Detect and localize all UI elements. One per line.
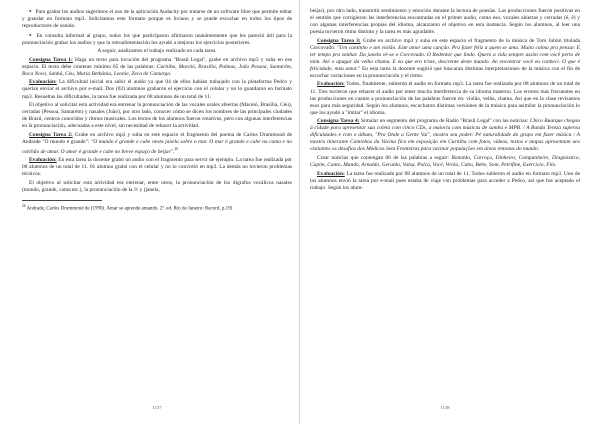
page-number: 1137 [152,405,162,410]
task-2-label: Consigna Tarea 2: [29,131,73,138]
footnote-rule [22,200,102,201]
left-body-text [22,8,292,213]
evaluation-1-text: La dificultad inicial era subir el audio ya que 04 de ellos habían trabajado con la plataforma Pedco y querían enviar el archivo por e-mail. Dos (02) alumnos grabaron el ejercicio con el celular y no lo guardaron en formato mp3. Resueltas las dificultades, la tarea fue realizada por 08 alumnos de un total de 11. [22,79,292,100]
right-page [310,8,580,416]
page-gutter [299,0,300,424]
task-4-paragraph [310,118,580,153]
evaluation-3-label: Evaluación: [317,81,345,88]
evaluation-3-text: Todos, finalmente, subieron el audio en formato mp3. La tarea fue realizada por 08 alumnos de un total de 11. Tres tuvieron que rehacer el audio por tener mucha interferencia de su idioma materno. Los errores más frecuentes en las producciones en cuanto a pronunciación de las palabras fueron en: violão, velha, chama. Así que en la clase revisamos esos para más seguridad. Según los alumnos, escucharon distintas versiones de la música para asimilar la pronunciación lo que los ayudó a "imitar" el idioma. [310,81,580,116]
evaluation-2-paragraph-2: El objetivo al solicitar esta actividad era entrenar, entre otros, la pronunciación de los digrafos vocálicos nasales (mundo, grande, cama etc.), la pronunciación de la /l/ y (janela, [22,179,292,193]
bullet-paragraph: ● En consulta informal al grupo, todos los que participaron afirmaron unánimemente que les pareció útil para la pronunciación grabar los audios y que la retroalimentación los ayudó a mejorar los ejercicios posteriores. [22,32,292,47]
footnote-number: 26 [22,203,26,208]
task-1-words: Curitiba, Maceió, Brasília, Palmas, João Pessoa, Santarém, Boca Nova, Sanhá, Céu, Maria Bethânia, Leonie, Zeca de Camargo. [22,63,292,77]
task-3-text: Grabe en archivo mp3 y suba en este espacio el fragmento de la música de Tom Jobim titulada Corcovado: [310,37,581,51]
task-2-quote: "O mundo é grande e cabe nesta janela sobre o mar. O mar é grande e cabe na cama e no colchão de amar. O amor é grande e cabe no breve espaço de beijar". [22,138,292,155]
task-3-paragraph [310,38,580,80]
left-page [22,8,292,416]
footnote-text: Andrade, Carlos Drummond de (1990). Amar se aprende amando. 2ª. ed. Rio de Janeiro: Record, p.19) [26,206,233,212]
evaluation-2-paragraph [22,157,292,178]
task-4-text: Simular un segmento del programa de Radio "Brasil Legal" con las noticias: [359,118,530,125]
task-1-label: Consigna Tarea 1: [29,56,73,63]
page-number: 1138 [440,405,450,410]
continued-paragraph: beijar), por otro lado, transmitir sentimiento y emoción durante la lectura de poesías. Las producciones fueron positivas en el sentido que corrigieron las interferencias encontradas en el primer audio, como eso, vocales abiertas y cerradas (é, ê) y con algunas interferencias propias del idioma, alcanzaron el objetivo en esta instancia. Según los alumnos, al leer una poesía tuvieron ritmo distinto y la tarea es más agradable. [310,8,580,36]
task-3-tail: En esta tarea la docente sugirió que buscaran distintas interpretaciones de la música con el fin de escuchar variaciones en la pronunciación y el ritmo. [310,65,580,79]
evaluation-1-paragraph-2: El objetivo al solicitar esta actividad era entrenar la pronunciación de las vocales orales abiertas (Maceió, Brasília, Céu), cerradas (Pessoa, Santarém) y nasales (João), por otro lado, conocer cómo se dicen los nombres de las principales ciudades de Brasil, centros conocidos y ritmos musicales. Los textos de los alumnos fueron creativos, pero con algunas interferencias en la pronunciación, adecuadas a este nivel, sin necesidad de rehacer la actividad. [22,102,292,130]
evaluation-2-text: En esta tarea la docente grabó un audio con el fragmento para servir de ejemplo. La tarea fue realizada por 08 alumnos de un total de 11. 01 alumno grabó con el celular y no lo convirtió en mp3. La demás no tuvieron problemas técnicos. [22,157,292,178]
task-4-label: Consigna Tarea 4: [317,118,360,125]
task-4-p2-text: Crear noticias que contengan 06 de las palabras a seguir: [317,154,452,161]
evaluation-3-paragraph [310,81,580,116]
evaluation-1-label: Evaluación: [29,79,57,86]
footnote-marker: 26 [174,146,178,151]
task-1-paragraph [22,57,292,78]
evaluation-4-label: Evaluación: [317,170,345,177]
evaluation-4-text: La tarea fue realizada por 08 alumnos de un total de 11. Todos subieron el audio en formato mp3. Uno de los alumnos envió la tarea por e-mail pues estaba de viaje con problemas para acceder a Pedco, así que fue aceptado el trabajo. Según los alum- [310,170,580,191]
task-2-text: Grabe en archivo mp3 y suba en este espacio el fragmento del poema de Carlos Drummond de Andrade "O mundo é grande": [22,131,292,145]
task-4-words: Ronaldo, Carroça, Dinheiro, Companheiro, Diagnóstico, Capim, Canto, Mundo, Arnaldo, Geraldo, Valsa, Polca, Vocé, Verão, Cabo, Bebe, Som, Petrifine, Exercício, Filo. [310,154,580,168]
bullet-paragraph: ● Para grabar los audios sugerimos el uso de la aplicación Audacity por tratarse de un software libre que permite editar y guardar en formato mp3. Solicitamos este formato porque es liviano y se puede escuchar en todos los tipos de reproductores de sonido. [22,8,292,30]
intro-paragraph: A seguir, analizamos el trabajo realizado en cada tarea. [97,48,217,55]
evaluation-2-label: Evaluación: [29,157,57,164]
task-1-text: Haga un texto para locución del programa "Brasil Legal", grabe en archivo mp3 y suba en ese espacio. El texto debe contener mínimo 05 de las palabras: [22,56,292,70]
task-4-quote: Chico Buarque chegou à cidade para apresentar sua coleta com cinco CDs, a maioria com músicas de samba e MPB. / A Banda Tereza superou dificuldades e com o álbum, "Pra Onde a Gente Vai", mostra seu poder/ Pé naturalidade do grupo em fazer música / A mostra itinerante Caminhos da Vacina fica em exposição em Curitiba com fotos, vídeos, textos e mapas apresentam aos visitantes os desafios dos Médicos Sem Fronteiras para vacinar populações em áreas remotas do mundo. [310,118,580,153]
evaluation-4-paragraph [310,171,580,192]
task-3-label: Consigna Tarea 3: [317,37,361,44]
right-body-text [310,8,580,192]
footnote [22,203,292,213]
task-2-paragraph [22,132,292,156]
task-3-quote: "Um cantinho e um violão. Este amor uma canção. Pra fazer feliz a quem se ama. Muita calma pra pensar. E ter tempo pra sonhar. Da janela vê-se o Corcovado. O Redentor que lindo. Quero a vida sempre assim com você perto de mim. Até o apagar da velha chama. E eu que era triste, descrente deste mundo. Ao encontrar você eu conheci. O que é felicidade, meu amor." [310,44,581,72]
evaluation-1-paragraph [22,79,292,100]
task-4-paragraph-2 [310,155,580,169]
